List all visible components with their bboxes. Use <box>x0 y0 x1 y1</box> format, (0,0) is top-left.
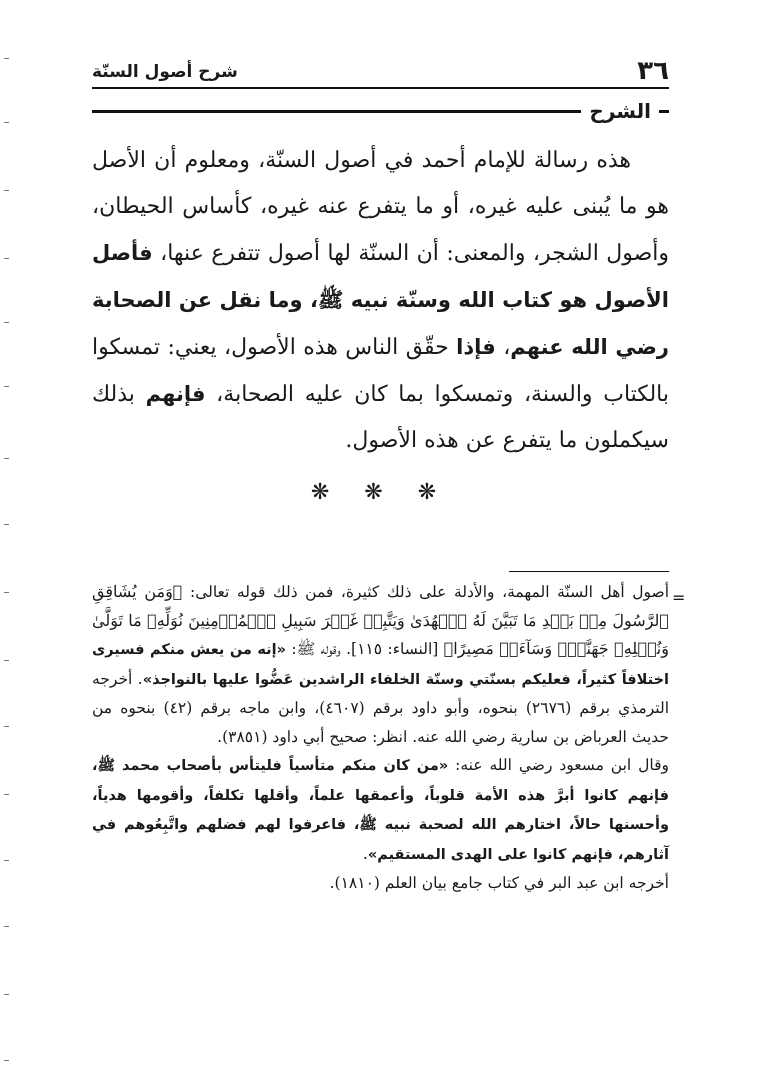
footnote-rule <box>509 571 669 572</box>
section-separator-stars: ❋ ❋ ❋ <box>310 480 451 505</box>
margin-tick <box>4 190 9 191</box>
section-heading <box>92 96 669 126</box>
footnotes <box>92 578 669 898</box>
footnote-takhrij: . أخرجه الترمذي برقم (٢٦٧٦) بنحوه، وأبو داود برقم (٤٦٠٧)، وابن ماجه برقم (٤٢) بنحوه من حديث العرباض بن سارية رضي الله عنه. انظر: صحيح أبي داود (٣٨٥١). <box>92 669 669 746</box>
margin-tick <box>4 660 9 661</box>
heading-rule-left <box>92 110 581 113</box>
section-heading-text: الشرح <box>589 99 651 123</box>
footnote-continuation-mark: = <box>672 588 686 607</box>
margin-tick <box>4 1060 9 1061</box>
body-text-3: حقّق الناس هذه الأصول، يعني: تمسكوا بالكتاب والسنة، وتمسكوا بما كان عليه الصحابة، <box>92 335 669 407</box>
commentary-body <box>92 138 669 464</box>
footnote-text: أصول أهل السنّة المهمة، والأدلة على ذلك كثيرة، فمن ذلك قوله تعالى: <box>182 583 670 601</box>
margin-tick <box>4 258 9 259</box>
footnote-paragraph-2 <box>92 751 669 869</box>
heading-rule-right <box>659 110 669 113</box>
footnote-text: أخرجه ابن عبد البر في كتاب جامع بيان العلم (١٨١٠). <box>329 874 669 892</box>
commentary-paragraph <box>92 138 669 464</box>
body-text-2: ، <box>495 335 511 360</box>
margin-tick <box>4 926 9 927</box>
body-bold-2: فإذا <box>456 335 496 359</box>
margin-tick <box>4 860 9 861</box>
margin-tick <box>4 386 9 387</box>
body-text-4: بذلك سيكملون ما يتفرع عن هذه الأصول. <box>92 382 669 453</box>
margin-tick <box>4 322 9 323</box>
margin-tick <box>4 726 9 727</box>
margin-tick <box>4 122 9 123</box>
footnote-reference: [النساء: ١١٥]. وقوله ﷺ: <box>285 640 444 658</box>
athar-quote: «من كان منكم متأسياً فليتأس بأصحاب محمد ﷺ، فإنهم كانوا أبرَّ هذه الأمة قلوباً، وأعمقها علماً، وأقلها تكلفاً، وأقومها هدياً، وأحسنها حالاً، اختارهم الله لصحبة نبيه ﷺ، فاعرفوا لهم فضلهم واتَّبِعُوهم في آثارهم، فإنهم كانوا على الهدى المستقيم» <box>92 758 669 863</box>
body-bold-1: فأصل الأصول هو كتاب الله وسنّة نبيه ﷺ، وما نقل عن الصحابة رضي الله عنهم <box>92 241 669 359</box>
margin-tick <box>4 592 9 593</box>
footnote-text: وقال ابن مسعود رضي الله عنه: <box>448 756 670 774</box>
margin-tick <box>4 794 9 795</box>
header-rule <box>92 87 669 89</box>
body-bold-3: فإنهم <box>145 382 206 406</box>
page-header <box>92 52 669 86</box>
page-number: ٣٦ <box>637 56 669 86</box>
quran-verse: ﴿وَمَن يُشَاقِقِ ٱلرَّسُولَ مِنۢ بَعۡدِ مَا تَبَيَّنَ لَهُ ٱلۡهُدَىٰ وَيَتَّبِعۡ غَيۡرَ سَبِيلِ ٱلۡمُؤۡمِنِينَ نُوَلِّهِۦ مَا تَوَلَّىٰ وَنُصۡلِهِۦ جَهَنَّمَۖ وَسَآءَتۡ مَصِيرًا﴾ <box>92 582 669 658</box>
hadith-quote: «إنه من يعش منكم فسيرى اختلافاً كثيراً، فعليكم بسنّتي وسنّة الخلفاء الراشدين عَضُّوا عليها بالنواجذ» <box>92 642 669 688</box>
running-title: شرح أصول السنّة <box>92 62 238 82</box>
margin-tick <box>4 994 9 995</box>
margin-tick <box>4 458 9 459</box>
footnote-paragraph-3 <box>92 869 669 898</box>
footnote-text: . <box>362 844 368 863</box>
body-text-1: هذه رسالة للإمام أحمد في أصول السنّة، ومعلوم أن الأصل هو ما يُبنى عليه غيره، أو ما يتفرع عنه غيره، كأساس الحيطان، وأصول الشجر، والمعنى: أن السنّة لها أصول تتفرع عنها، <box>92 148 669 266</box>
footnote-paragraph-1 <box>92 578 669 751</box>
margin-tick <box>4 58 9 59</box>
margin-tick <box>4 524 9 525</box>
